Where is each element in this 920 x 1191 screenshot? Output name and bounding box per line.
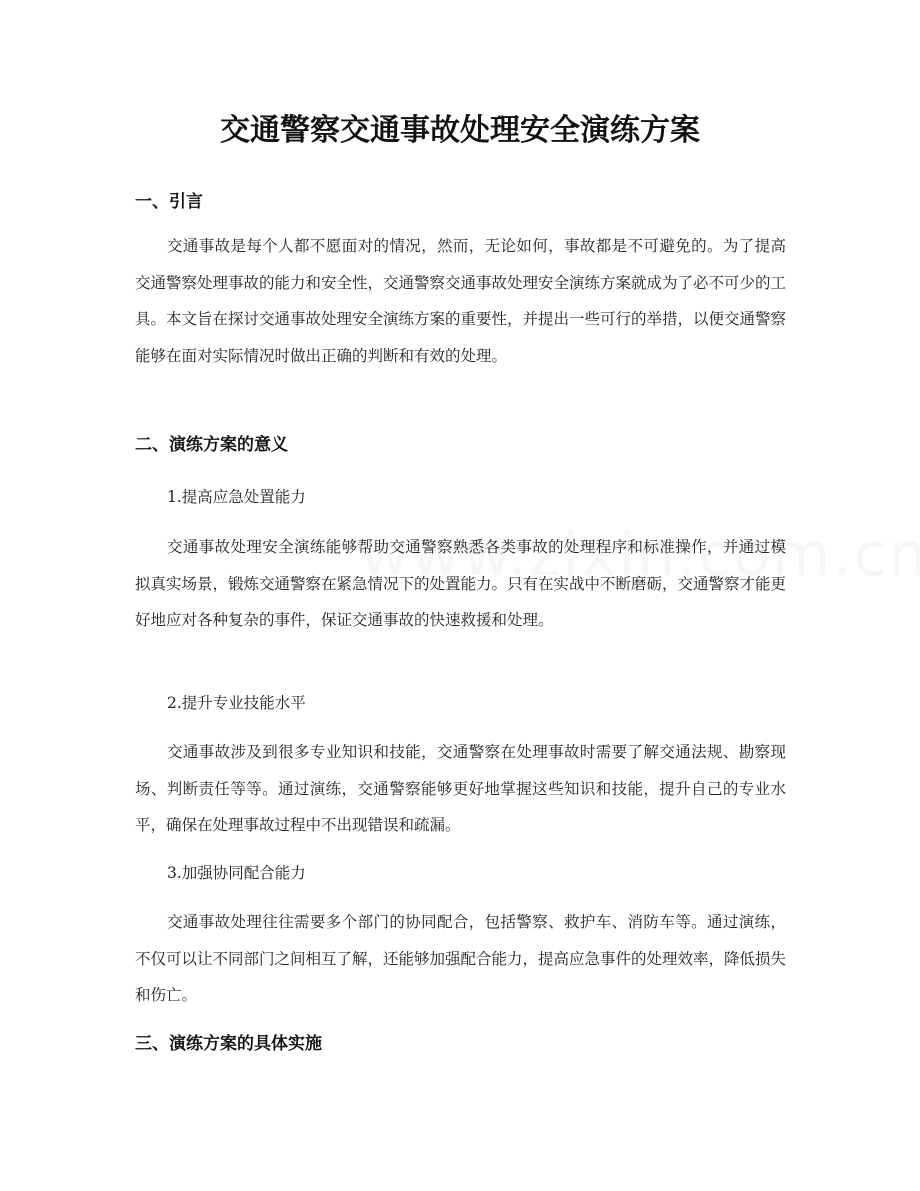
paragraph-coordination: 交通事故处理往往需要多个部门的协同配合，包括警察、救护车、消防车等。通过演练，不仅可以让不同部门之间相互了解，还能够加强配合能力，提高应急事件的处理效率，降低损失和伤亡。 (135, 913, 787, 1004)
section-heading-intro: 一、引言 (135, 192, 203, 212)
intro-paragraph: 交通事故是每个人都不愿面对的情况，然而，无论如何，事故都是不可避免的。为了提高交通警察处理事故的能力和安全性，交通警察交通事故处理安全演练方案就成为了必不可少的工具。本文旨在探讨交通事故处理安全演练方案的重要性，并提出一些可行的举措，以便交通警察能够在面对实际情况时做出正确的判断和有效的处理。 (135, 237, 787, 365)
document-title: 交通警察交通事故处理安全演练方案 (220, 113, 700, 148)
section-heading-implementation: 三、演练方案的具体实施 (135, 1034, 322, 1054)
section-heading-significance: 二、演练方案的意义 (135, 435, 288, 455)
paragraph-skills: 交通事故涉及到很多专业知识和技能，交通警察在处理事故时需要了解交通法规、勘察现场、判断责任等等。通过演练，交通警察能够更好地掌握这些知识和技能，提升自己的专业水平，确保在处理事故过程中不出现错误和疏漏。 (135, 743, 786, 834)
paragraph-emergency: 交通事故处理安全演练能够帮助交通警察熟悉各类事故的处理程序和标准操作，并通过模拟真实场景，锻炼交通警察在紧急情况下的处置能力。只有在实战中不断磨砺，交通警察才能更好地应对各种复杂的事件，保证交通事故的快速救援和处理。 (135, 538, 787, 629)
subheading-skills: 2.提升专业技能水平 (167, 694, 306, 712)
subheading-coordination: 3.加强协同配合能力 (167, 864, 306, 882)
subheading-emergency: 1.提高应急处置能力 (167, 488, 306, 506)
